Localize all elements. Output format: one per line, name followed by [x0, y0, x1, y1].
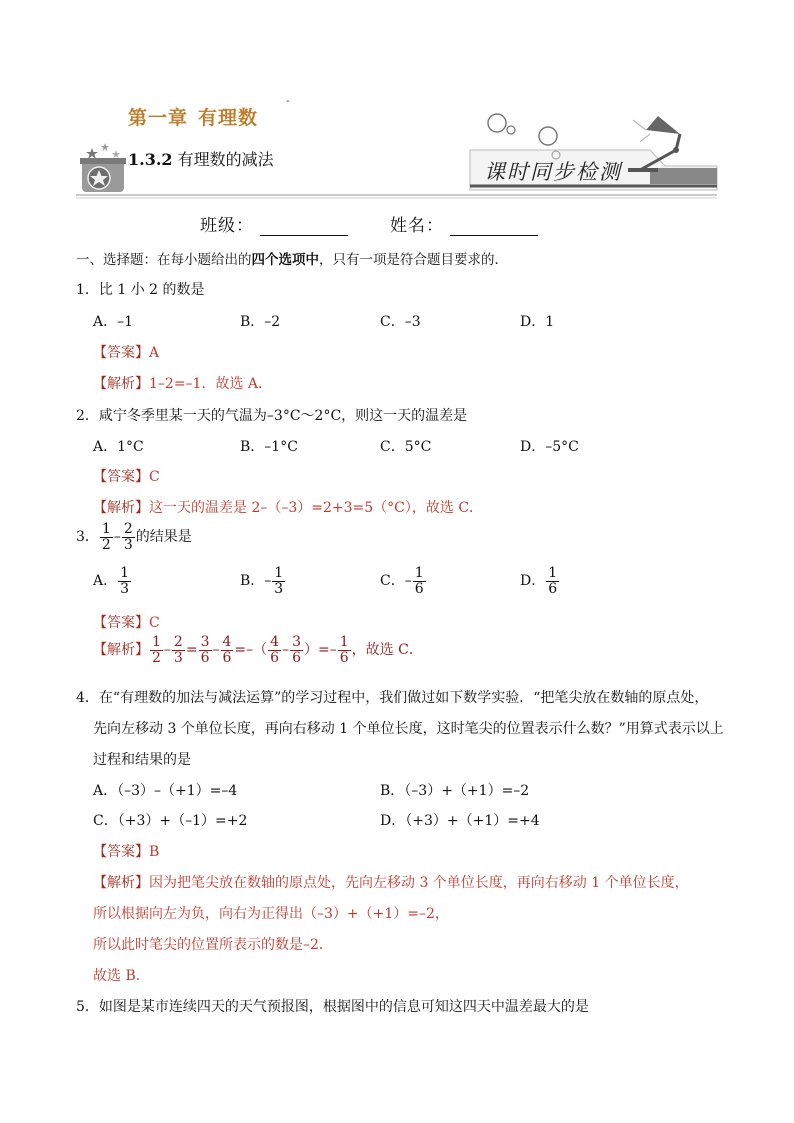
- q4-option-d: D．（+3）+（+1）=+4: [380, 813, 540, 829]
- name-field[interactable]: 姓名：: [390, 211, 538, 236]
- question-5: 5．如图是某市连续四天的天气预报图，根据图中的信息可知这四天中温差最大的是: [76, 999, 589, 1015]
- q2-option-a: A．1°C: [93, 439, 144, 455]
- q2-option-c: C．5°C: [380, 439, 432, 455]
- class-field[interactable]: 班级：: [200, 211, 348, 236]
- q4-analysis-line-3: 所以此时笔尖的位置所表示的数是–2．: [93, 937, 333, 953]
- question-3: 3． $\frac{1}{2}$ – $\frac{2}{3}$ 的结果是: [76, 521, 192, 553]
- question-2: 2．咸宁冬季里某一天的气温为–3°C～2°C，则这一天的温差是: [76, 408, 468, 424]
- q3-option-c: C．– $\frac{1}{6}$: [380, 565, 424, 597]
- q3-option-d: D． $\frac{1}{6}$: [520, 565, 558, 597]
- q1-option-a: A．–1: [93, 314, 134, 330]
- q4-analysis-line-1: 【解析】因为把笔尖放在数轴的原点处，先向左移动 3 个单位长度，再向右移动 1 个单位长度，: [93, 875, 689, 891]
- q4-option-b: B．（–3）+（+1）=–2: [380, 783, 530, 799]
- q3-answer: 【答案】C: [93, 615, 160, 631]
- star-badge-icon: [80, 143, 126, 192]
- q1-option-c: C．–3: [380, 314, 421, 330]
- q1-option-b: B．–2: [240, 314, 281, 330]
- q4-option-c: C．（+3）+（–1）=+2: [93, 813, 248, 829]
- q2-option-d: D．–5°C: [520, 439, 579, 455]
- question-1: 1．比 1 小 2 的数是: [76, 282, 205, 298]
- section-title: 一、选择题：在每小题给出的四个选项中，只有一项是符合题目要求的．: [76, 252, 508, 268]
- q3-option-b: B．– $\frac{1}{3}$: [240, 565, 284, 597]
- q1-option-d: D．1: [520, 314, 555, 330]
- header-decoration: [0, 0, 794, 220]
- question-4-line-3: 过程和结果的是: [93, 752, 191, 768]
- q4-option-a: A．（–3）–（+1）=–4: [93, 783, 238, 799]
- q2-option-b: B．–1°C: [240, 439, 298, 455]
- q2-analysis: 【解析】这一天的温差是 2–（–3）=2+3=5（°C），故选 C．: [93, 500, 484, 516]
- question-4-line-1: 4．在“有理数的加法与减法运算”的学习过程中，我们做过如下数学实验．“把笔尖放在数轴的原点处，: [76, 690, 709, 706]
- q3-analysis: 【解析】 $\frac{1}{2}$ – $\frac{2}{3}$ = $\frac{3}{6}$ – $\frac{4}{6}$ =–（ $\frac{4}{6}$ – $\frac{3}{6}$ ）=– $\frac{1}{6}$ ，故选 C．: [93, 634, 423, 666]
- banner-label: 课时同步检测: [484, 160, 622, 184]
- question-4-line-2: 先向左移动 3 个单位长度，再向右移动 1 个单位长度，这时笔尖的位置表示什么数？”用算式表示以上: [93, 721, 724, 737]
- q4-answer: 【答案】B: [93, 844, 160, 860]
- q2-answer: 【答案】C: [93, 469, 160, 485]
- q3-option-a: A． $\frac{1}{3}$: [93, 565, 130, 597]
- tick-mark: -: [286, 96, 290, 107]
- chapter-title: 第一章 有理数: [128, 107, 259, 129]
- lesson-title: 1.3.2 有理数的减法: [128, 150, 274, 169]
- q1-analysis: 【解析】1–2=–1．故选 A．: [93, 376, 273, 392]
- q4-analysis-line-2: 所以根据向左为负，向右为正得出（–3）+（+1）=–2，: [93, 906, 449, 922]
- q1-answer: 【答案】A: [93, 345, 160, 361]
- q4-analysis-line-4: 故选 B．: [93, 968, 150, 984]
